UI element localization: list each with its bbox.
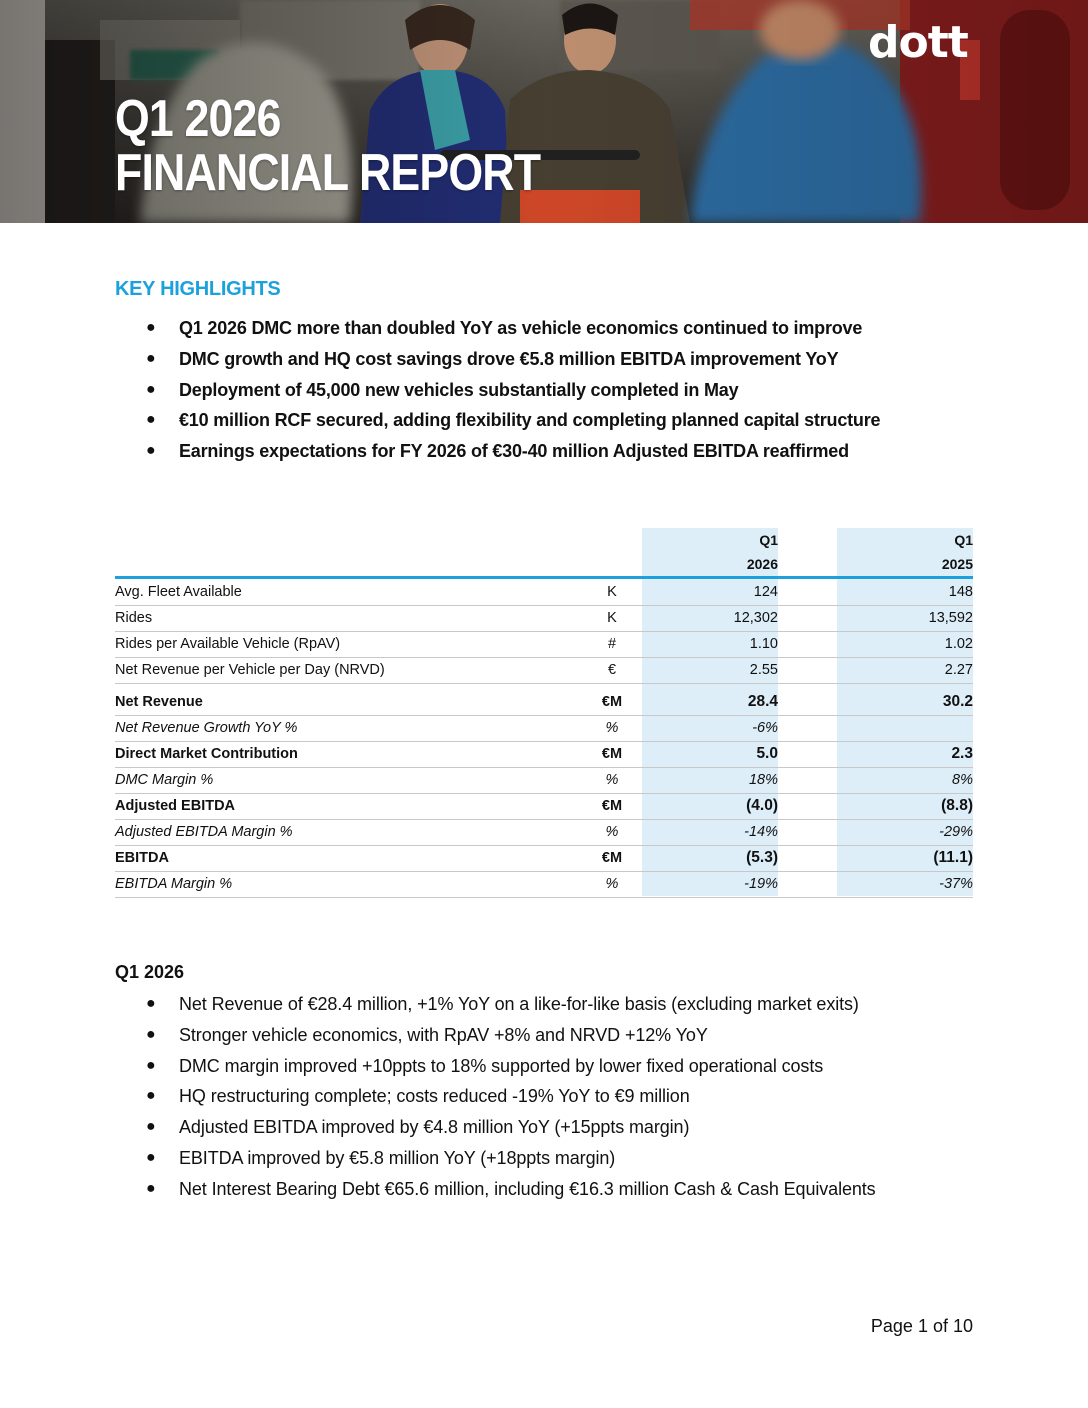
value-q1-2026: 5.0 (756, 745, 778, 762)
value-q1-2026: (5.3) (746, 849, 778, 866)
row-label: Net Revenue Growth YoY % (115, 720, 298, 736)
bullet-icon: ● (146, 1056, 156, 1074)
list-item (115, 991, 876, 1022)
table-row (115, 819, 973, 846)
key-highlights-heading: KEY HIGHLIGHTS (115, 278, 281, 300)
list-item (115, 377, 880, 408)
column-header-quarter: Q1 (759, 532, 778, 548)
row-unit: K (607, 584, 617, 600)
row-unit: % (605, 720, 619, 736)
value-q1-2026: -19% (744, 876, 778, 892)
bullet-icon: ● (146, 319, 156, 336)
value-q1-2025: 148 (948, 584, 973, 600)
hero-banner (0, 0, 1088, 223)
q1-bullet-text: EBITDA improved by €5.8 million YoY (+18ppts margin) (179, 1147, 616, 1168)
row-label: Adjusted EBITDA Margin % (115, 824, 293, 840)
q1-section-heading: Q1 2026 (115, 962, 185, 982)
list-item (115, 1145, 876, 1176)
row-unit: €M (601, 850, 623, 866)
table-row (115, 793, 973, 820)
table-row (115, 767, 973, 794)
value-q1-2025: (8.8) (941, 797, 973, 814)
list-item (115, 438, 880, 469)
column-header-year: 2026 (746, 556, 778, 572)
table-row (115, 741, 973, 768)
bullet-icon: ● (146, 1148, 156, 1166)
table-row (115, 715, 973, 742)
value-q1-2026: 28.4 (747, 693, 778, 710)
value-q1-2025: 30.2 (942, 693, 973, 710)
table-row (115, 657, 973, 684)
value-q1-2025: 13,592 (928, 610, 973, 626)
list-item (115, 315, 880, 346)
value-q1-2026: 18% (748, 772, 778, 788)
list-item (115, 1176, 876, 1207)
row-label: EBITDA (115, 850, 169, 866)
row-unit: % (605, 772, 619, 788)
q1-bullet-text: Net Revenue of €28.4 million, +1% YoY on a like-for-like basis (excluding market exits) (179, 994, 859, 1014)
row-label: EBITDA Margin % (115, 876, 233, 892)
list-item (115, 407, 880, 438)
list-item (115, 1022, 876, 1053)
report-title-line-2: FINANCIAL REPORT (115, 144, 541, 202)
dott-logo: dott (868, 17, 968, 68)
q1-bullet-text: Stronger vehicle economics, with RpAV +8% and NRVD +12% YoY (179, 1024, 708, 1045)
table-header (115, 528, 973, 580)
row-unit: € (607, 662, 617, 678)
table-row (115, 605, 973, 632)
table-row (115, 871, 973, 898)
table-row (115, 689, 973, 716)
value-q1-2026: 1.10 (749, 636, 778, 652)
row-label: Avg. Fleet Available (115, 584, 242, 600)
list-item (115, 1083, 876, 1114)
value-q1-2025: 2.3 (951, 745, 973, 762)
bullet-icon: ● (146, 442, 156, 460)
value-q1-2025: 8% (952, 772, 973, 788)
page-number: Page 1 of 10 (870, 1316, 973, 1336)
row-unit: % (605, 876, 619, 892)
bullet-icon: ● (146, 1118, 156, 1136)
row-unit: €M (601, 798, 623, 814)
value-q1-2025: 1.02 (944, 636, 973, 652)
highlight-text: DMC growth and HQ cost savings drove €5.8 million EBITDA improvement YoY (179, 348, 839, 369)
value-q1-2026: (4.0) (746, 797, 778, 814)
value-q1-2026: 124 (753, 584, 778, 600)
bullet-icon: ● (146, 1179, 156, 1197)
list-item (115, 1053, 876, 1084)
row-unit: # (607, 636, 617, 652)
row-label: DMC Margin % (115, 772, 214, 788)
row-label: Rides per Available Vehicle (RpAV) (115, 636, 341, 652)
value-q1-2025: (11.1) (933, 849, 973, 866)
highlight-text: Deployment of 45,000 new vehicles substantially completed in May (179, 379, 739, 400)
row-unit: €M (601, 746, 623, 762)
table-row (115, 579, 973, 606)
row-unit: K (607, 610, 617, 626)
table-row (115, 631, 973, 658)
column-header-year: 2025 (941, 556, 973, 572)
bullet-icon: ● (146, 411, 156, 429)
row-label: Rides (115, 610, 153, 626)
q1-bullet-list (115, 991, 876, 1207)
bullet-icon: ● (146, 1087, 156, 1105)
column-header-quarter: Q1 (954, 532, 973, 548)
bullet-icon: ● (146, 1025, 156, 1043)
q1-bullet-text: DMC margin improved +10ppts to 18% supported by lower fixed operational costs (179, 1055, 824, 1076)
q1-bullet-text: Net Interest Bearing Debt €65.6 million, including €16.3 million Cash & Cash Equivalents (179, 1178, 876, 1199)
bullet-icon: ● (146, 995, 156, 1012)
q1-bullet-text: HQ restructuring complete; costs reduced -19% YoY to €9 million (179, 1086, 690, 1107)
report-title (115, 92, 540, 200)
value-q1-2026: -6% (752, 720, 778, 736)
row-unit: % (605, 824, 619, 840)
highlight-text: €10 million RCF secured, adding flexibility and completing planned capital structure (179, 410, 881, 431)
highlight-text: Q1 2026 DMC more than doubled YoY as vehicle economics continued to improve (179, 318, 863, 338)
value-q1-2026: 2.55 (749, 662, 778, 678)
report-title-line-1: Q1 2026 (115, 90, 281, 148)
table-row (115, 845, 973, 872)
list-item (115, 346, 880, 377)
bullet-icon: ● (146, 380, 156, 398)
row-unit: €M (601, 694, 623, 710)
list-item (115, 1114, 876, 1145)
value-q1-2026: -14% (744, 824, 778, 840)
q1-bullet-text: Adjusted EBITDA improved by €4.8 million YoY (+15ppts margin) (179, 1117, 690, 1138)
row-label: Net Revenue per Vehicle per Day (NRVD) (115, 662, 385, 678)
value-q1-2025: -37% (939, 876, 973, 892)
bullet-icon: ● (146, 349, 156, 367)
row-label: Adjusted EBITDA (115, 798, 236, 814)
value-q1-2026: 12,302 (733, 610, 778, 626)
row-label: Direct Market Contribution (115, 746, 298, 762)
highlight-text: Earnings expectations for FY 2026 of €30-40 million Adjusted EBITDA reaffirmed (179, 441, 849, 462)
value-q1-2025: 2.27 (944, 662, 973, 678)
row-label: Net Revenue (115, 694, 203, 710)
key-highlights-list (115, 315, 880, 469)
value-q1-2025: -29% (939, 824, 973, 840)
